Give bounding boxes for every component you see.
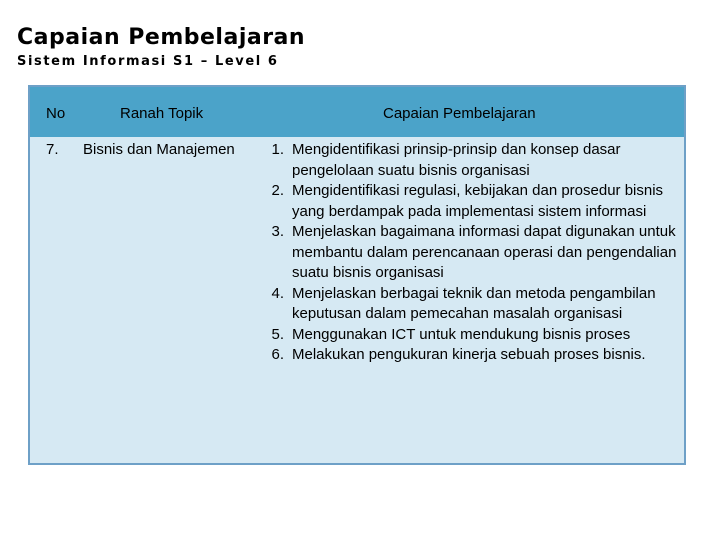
list-item xyxy=(264,222,684,284)
table-header xyxy=(30,87,684,137)
list-item-number: 2. xyxy=(271,182,284,199)
outcomes-list xyxy=(264,140,684,366)
list-item xyxy=(264,140,684,181)
row-topic: Bisnis dan Manajemen xyxy=(83,141,235,158)
row-number: 7. xyxy=(46,141,59,158)
list-item-text: Melakukan pengukuran kinerja sebuah proses bisnis. xyxy=(292,346,646,363)
list-item-text: Menjelaskan bagaimana informasi dapat digunakan untuk membantu dalam perencanaan operasi dan pengendalian suatu bisnis organisasi xyxy=(292,223,677,281)
list-item-number: 3. xyxy=(271,223,284,240)
column-header-topic: Ranah Topik xyxy=(120,105,204,122)
list-item-text: Mengidentifikasi regulasi, kebijakan dan prosedur bisnis yang berdampak pada implementasi sistem informasi xyxy=(292,182,664,220)
list-item xyxy=(264,181,684,222)
column-header-no: No xyxy=(46,105,66,122)
list-item-number: 4. xyxy=(271,284,284,302)
list-item-text: Menggunakan ICT untuk mendukung bisnis proses xyxy=(292,325,631,343)
page-subtitle: Sistem Informasi S1 – Level 6 xyxy=(17,54,279,69)
list-item xyxy=(264,345,684,366)
list-item-number: 1. xyxy=(271,141,284,158)
column-header-outcomes: Capaian Pembelajaran xyxy=(383,105,536,122)
list-item-number: 5. xyxy=(271,325,284,343)
page-title: Capaian Pembelajaran xyxy=(17,25,306,50)
list-item-number: 6. xyxy=(271,346,284,363)
list-item xyxy=(264,284,684,325)
list-item-text: Mengidentifikasi prinsip-prinsip dan konsep dasar pengelolaan suatu bisnis organisasi xyxy=(292,141,621,179)
list-item-text: Menjelaskan berbagai teknik dan metoda pengambilan keputusan dalam pemecahan masalah organisasi xyxy=(292,284,656,322)
list-item xyxy=(264,325,684,346)
learning-outcomes-table xyxy=(28,85,686,465)
